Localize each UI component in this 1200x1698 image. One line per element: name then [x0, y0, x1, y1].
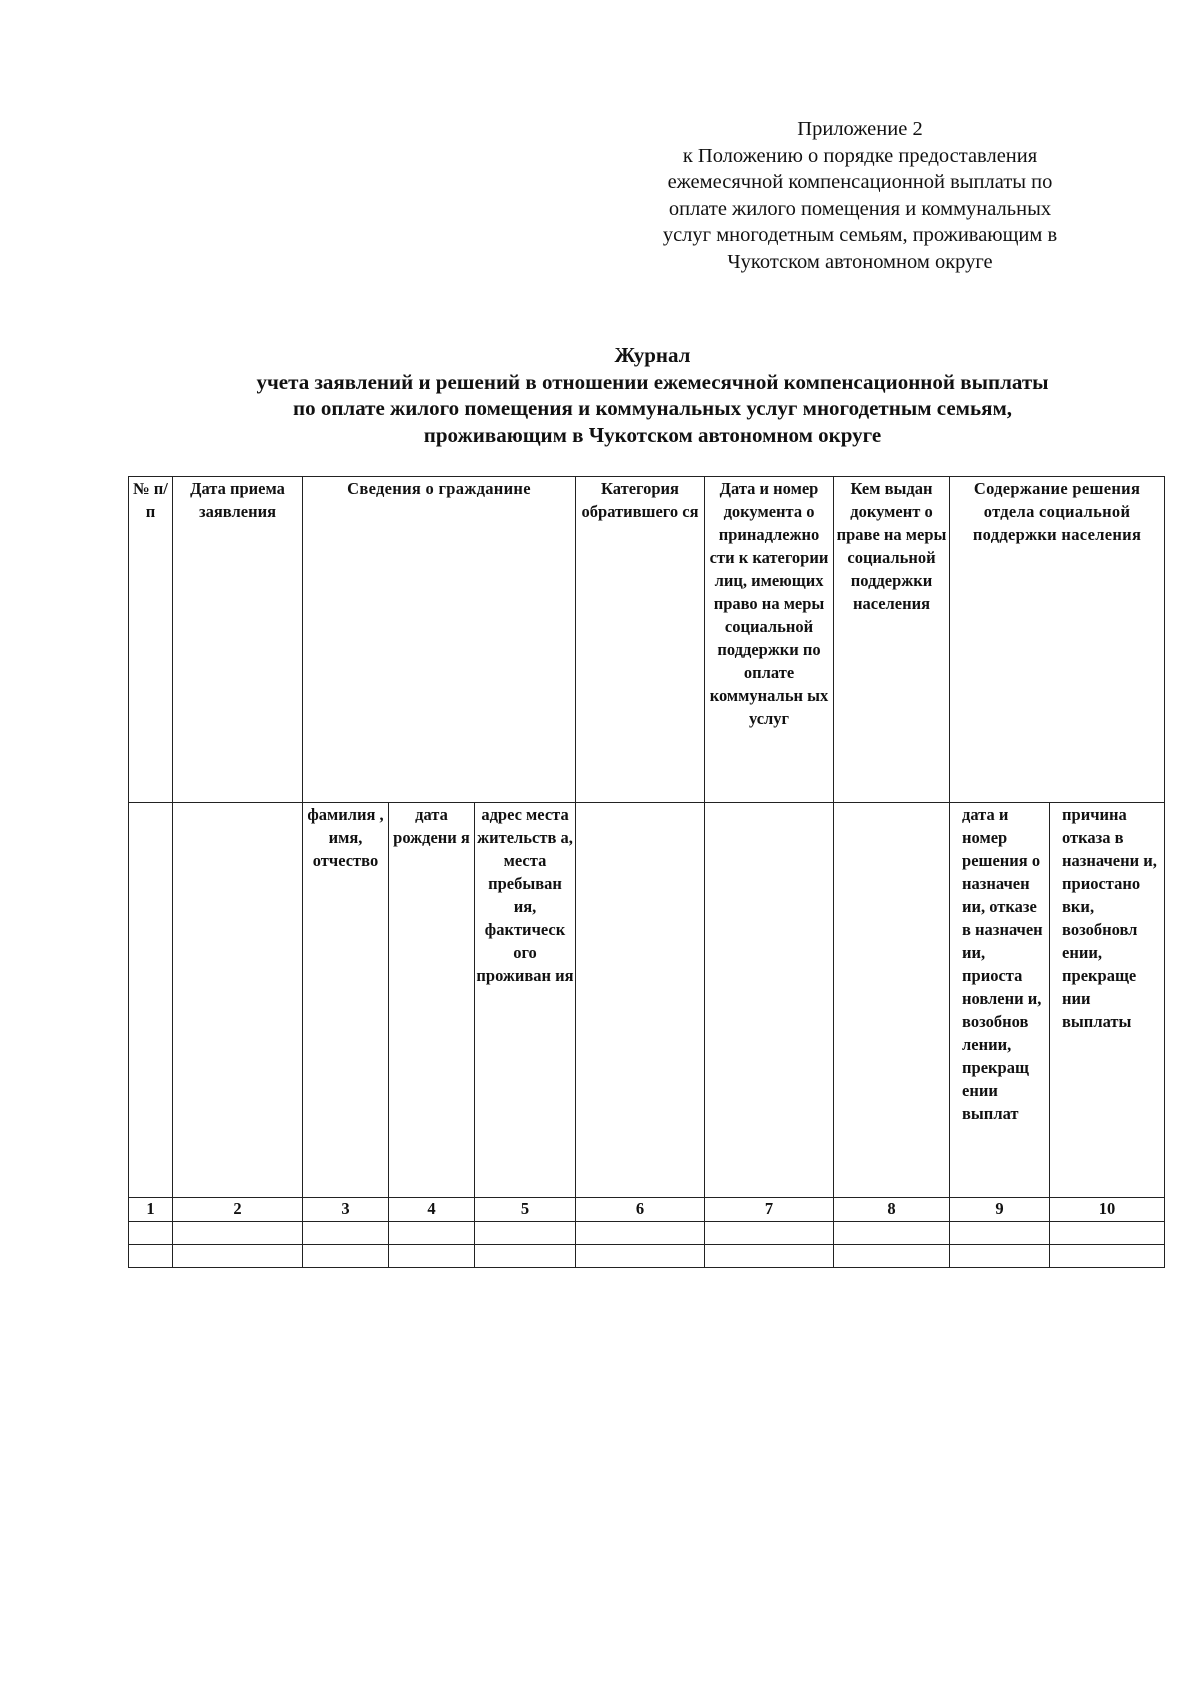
subheader-birth-date: дата рождени я — [389, 803, 475, 1198]
column-number: 6 — [576, 1198, 705, 1222]
header-doc-date-number: Дата и номер документа о принадлежно сти к категории лиц, имеющих право на меры социальной поддержки по оплате коммунальн ых услуг — [705, 477, 834, 803]
column-number: 2 — [173, 1198, 303, 1222]
column-number: 3 — [303, 1198, 389, 1222]
subheader-refusal-reason: причина отказа в назначени и, приостано вки, возобновл ении, прекраще нии выплаты — [1050, 803, 1165, 1198]
appendix-line: ежемесячной компенсационной выплаты по — [667, 171, 1053, 194]
table-cell — [1050, 1222, 1165, 1245]
title-line: проживающим в Чукотском автономном округе — [423, 422, 882, 447]
subheader-empty — [129, 803, 173, 1198]
subheader-empty — [576, 803, 705, 1198]
table-cell — [1050, 1245, 1165, 1268]
subheader-empty — [173, 803, 303, 1198]
appendix-block — [600, 116, 1120, 276]
subheader-full-name: фамилия , имя, отчество — [303, 803, 389, 1198]
table-cell — [950, 1222, 1050, 1245]
header-category: Категория обратившего ся — [576, 477, 705, 803]
column-number: 10 — [1050, 1198, 1165, 1222]
appendix-line: услуг многодетным семьям, проживающим в — [662, 224, 1058, 247]
journal-title — [0, 342, 1200, 448]
table-row — [129, 1222, 1165, 1245]
subheader-address: адрес места жительств а, места пребыван ия, фактическ ого проживан ия — [475, 803, 576, 1198]
header-issued-by: Кем выдан документ о праве на меры социальной поддержки населения — [834, 477, 950, 803]
header-row — [129, 477, 1165, 803]
table-cell — [389, 1245, 475, 1268]
table-cell — [303, 1245, 389, 1268]
subheader-empty — [705, 803, 834, 1198]
table-row — [129, 1245, 1165, 1268]
journal-table — [128, 476, 1165, 1268]
table-cell — [950, 1245, 1050, 1268]
table-cell — [389, 1222, 475, 1245]
table-cell — [173, 1245, 303, 1268]
subheader-decision-date-number: дата и номер решения о назначен ии, отказе в назначен ии, приоста новлени и, возобнов лении, прекращ ении выплат — [950, 803, 1050, 1198]
title-line: по оплате жилого помещения и коммунальных услуг многодетным семьям, — [292, 396, 1012, 420]
header-date-received: Дата приема заявления — [173, 477, 303, 803]
subheader-row — [129, 803, 1165, 1198]
title-line: учета заявлений и решений в отношении ежемесячной компенсационной выплаты — [256, 369, 1049, 394]
header-num: № п/п — [129, 477, 173, 803]
column-number: 1 — [129, 1198, 173, 1222]
table-cell — [576, 1222, 705, 1245]
column-number: 8 — [834, 1198, 950, 1222]
appendix-line: Приложение 2 — [797, 118, 923, 140]
column-number: 5 — [475, 1198, 576, 1222]
column-number: 7 — [705, 1198, 834, 1222]
column-number: 9 — [950, 1198, 1050, 1222]
table-cell — [303, 1222, 389, 1245]
table-cell — [705, 1222, 834, 1245]
table-cell — [129, 1222, 173, 1245]
table-cell — [475, 1222, 576, 1245]
column-number: 4 — [389, 1198, 475, 1222]
table-cell — [576, 1245, 705, 1268]
table-cell — [834, 1222, 950, 1245]
header-decision-content: Содержание решения отдела социальной поддержки населения — [950, 477, 1165, 803]
appendix-line: оплате жилого помещения и коммунальных — [668, 197, 1052, 220]
title-line: Журнал — [614, 343, 691, 367]
table-cell — [129, 1245, 173, 1268]
appendix-line: к Положению о порядке предоставления — [682, 144, 1038, 167]
appendix-line: Чукотском автономном округе — [727, 250, 993, 273]
table-cell — [705, 1245, 834, 1268]
table-cell — [834, 1245, 950, 1268]
table-cell — [475, 1245, 576, 1268]
table-cell — [173, 1222, 303, 1245]
subheader-empty — [834, 803, 950, 1198]
column-numbers-row — [129, 1198, 1165, 1222]
header-citizen-info: Сведения о гражданине — [303, 477, 576, 803]
